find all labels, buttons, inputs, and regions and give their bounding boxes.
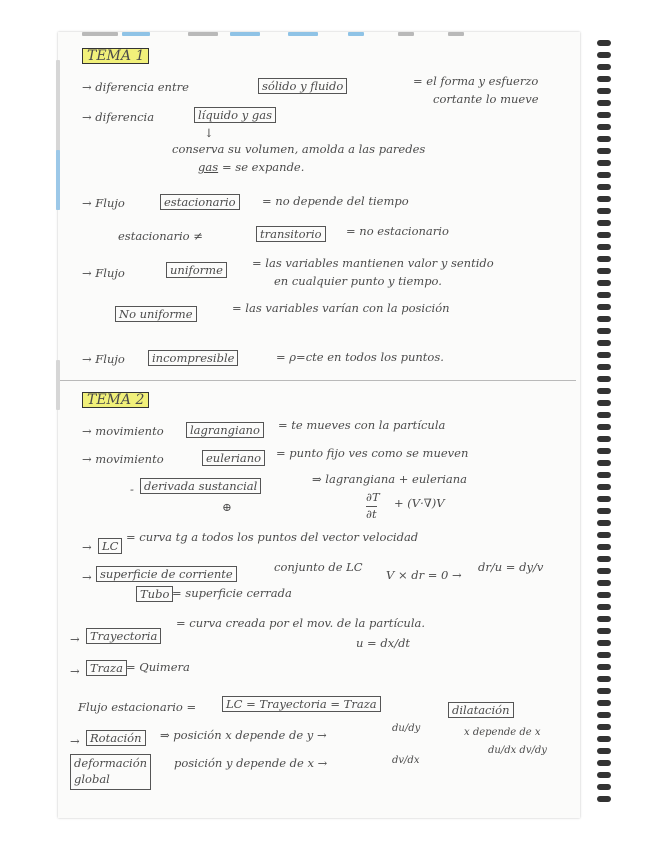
boxed-term: líquido y gas (194, 107, 276, 123)
boxed-term (70, 754, 151, 790)
spiral-ring (597, 340, 611, 346)
note-line: ⇒ lagrangiana + euleriana (312, 472, 468, 486)
arrow-down: ↓ (204, 126, 214, 140)
spiral-ring (597, 76, 611, 82)
note-line: V × dr = 0 → (386, 568, 462, 582)
spiral-ring (597, 748, 611, 754)
note-line: du/dy (392, 723, 421, 734)
spiral-ring (597, 532, 611, 538)
tema2-heading: TEMA 2 (82, 392, 149, 408)
note-line: → (70, 664, 80, 678)
tab-strip (122, 32, 150, 36)
note-line: conserva su volumen, amolda a las paredes (172, 142, 426, 156)
boxed-term: uniforme (166, 262, 227, 278)
spiral-ring (597, 136, 611, 142)
spiral-ring (597, 556, 611, 562)
spiral-ring (597, 628, 611, 634)
note-line: → movimiento (82, 452, 164, 466)
tab-strip (82, 32, 118, 36)
spiral-ring (597, 784, 611, 790)
spiral-ring (597, 268, 611, 274)
spiral-ring (597, 640, 611, 646)
note-line: → diferencia (82, 110, 155, 124)
spiral-binding (581, 40, 611, 810)
note-line: = curva tg a todos los puntos del vector velocidad (126, 530, 419, 544)
spiral-ring (597, 208, 611, 214)
spiral-ring (597, 40, 611, 46)
spiral-ring (597, 580, 611, 586)
spiral-ring (597, 712, 611, 718)
spiral-ring (597, 664, 611, 670)
spiral-ring (597, 508, 611, 514)
boxed-term: estacionario (160, 194, 240, 210)
spiral-ring (597, 400, 611, 406)
spiral-ring (597, 376, 611, 382)
note-line: ⇒ posición x depende de y → (160, 728, 327, 742)
spiral-ring (597, 592, 611, 598)
note-line: - (130, 482, 134, 496)
spiral-ring (597, 364, 611, 370)
boxed-term: euleriano (202, 450, 265, 466)
note-line: + (V·∇)V (394, 496, 445, 510)
note-line: → diferencia entre (82, 80, 189, 94)
boxed-term: superficie de corriente (96, 566, 237, 582)
note-line: = se expande. (222, 160, 305, 174)
note-line: = curva creada por el mov. de la partícula. (176, 616, 426, 630)
tab-strip (398, 32, 414, 36)
spiral-ring (597, 700, 611, 706)
note-line: deformación (74, 756, 148, 770)
spiral-ring (597, 760, 611, 766)
note-line: x depende de x (464, 727, 541, 738)
note-line: ⊕ (222, 500, 232, 514)
spiral-ring (597, 100, 611, 106)
note-line: u = dx/dt (356, 636, 411, 650)
spiral-ring (597, 448, 611, 454)
note-line: dv/dx (392, 755, 420, 766)
spiral-ring (597, 424, 611, 430)
spiral-ring (597, 52, 611, 58)
spiral-ring (597, 220, 611, 226)
spiral-ring (597, 772, 611, 778)
note-line: = Quimera (126, 660, 190, 674)
spiral-ring (597, 64, 611, 70)
note-line: = no estacionario (346, 224, 449, 238)
boxed-term: LC = Trayectoria = Traza (222, 696, 381, 712)
boxed-term: dilatación (448, 702, 514, 718)
note-line: = las variables mantienen valor y sentido (252, 256, 494, 270)
spiral-ring (597, 172, 611, 178)
spiral-ring (597, 688, 611, 694)
spiral-ring (597, 352, 611, 358)
note-line: → Flujo (82, 266, 125, 280)
note-line: = no depende del tiempo (262, 194, 409, 208)
note-line: → (70, 632, 80, 646)
spiral-ring (597, 292, 611, 298)
spiral-ring (597, 652, 611, 658)
side-tab (56, 360, 60, 410)
note-line: dr/u = dy/v (478, 560, 544, 574)
spiral-ring (597, 304, 611, 310)
note-line: = ρ=cte en todos los puntos. (276, 350, 444, 364)
spiral-ring (597, 460, 611, 466)
note-line: gas (198, 160, 219, 174)
spiral-ring (597, 316, 611, 322)
boxed-term: transitorio (256, 226, 326, 242)
note-line: = superficie cerrada (172, 586, 292, 600)
spiral-ring (597, 568, 611, 574)
spiral-ring (597, 724, 611, 730)
boxed-term: Traza (86, 660, 127, 676)
note-line: → Flujo (82, 352, 125, 366)
spiral-ring (597, 736, 611, 742)
tab-strip (288, 32, 318, 36)
boxed-term: No uniforme (115, 306, 197, 322)
note-line: global (74, 772, 110, 786)
side-tab (56, 150, 60, 210)
note-line: = punto fijo ves como se mueven (276, 446, 469, 460)
boxed-term: incompresible (148, 350, 238, 366)
spiral-ring (597, 232, 611, 238)
note-line: = te mueves con la partícula (278, 418, 446, 432)
spiral-ring (597, 484, 611, 490)
boxed-term: sólido y fluido (258, 78, 347, 94)
note-line: du/dx dv/dy (488, 745, 547, 756)
spiral-ring (597, 472, 611, 478)
note-line: → (82, 540, 92, 554)
boxed-term: LC (98, 538, 122, 554)
boxed-term: Trayectoria (86, 628, 161, 644)
tab-strip (348, 32, 364, 36)
note-line: en cualquier punto y tiempo. (274, 274, 442, 288)
boxed-term: derivada sustancial (140, 478, 261, 494)
spiral-ring (597, 676, 611, 682)
note-line: Flujo estacionario = (78, 700, 197, 714)
spiral-ring (597, 436, 611, 442)
spiral-ring (597, 328, 611, 334)
note-line: = el forma y esfuerzo (413, 74, 539, 88)
section-divider (60, 380, 576, 381)
spiral-ring (597, 88, 611, 94)
spiral-ring (597, 796, 611, 802)
spiral-ring (597, 616, 611, 622)
note-line: estacionario ≠ (118, 229, 203, 243)
note-line: posición y depende de x → (174, 756, 328, 770)
boxed-term: Tubo (136, 586, 173, 602)
spiral-ring (597, 520, 611, 526)
note-line: cortante lo mueve (433, 92, 539, 106)
spiral-ring (597, 388, 611, 394)
spiral-ring (597, 256, 611, 262)
spiral-ring (597, 280, 611, 286)
spiral-ring (597, 184, 611, 190)
spiral-ring (597, 244, 611, 250)
spiral-ring (597, 544, 611, 550)
note-line: = las variables varían con la posición (232, 301, 450, 315)
spiral-ring (597, 496, 611, 502)
color-tabs (58, 32, 580, 38)
note-line: → (70, 734, 80, 748)
tema1-heading: TEMA 1 (82, 48, 149, 64)
note-line: ∂t (366, 507, 377, 521)
note-line: ∂T (366, 490, 380, 504)
spiral-ring (597, 160, 611, 166)
note-line: → (82, 570, 92, 584)
spiral-ring (597, 604, 611, 610)
boxed-term: lagrangiano (186, 422, 264, 438)
spiral-ring (597, 196, 611, 202)
tab-strip (188, 32, 218, 36)
tab-strip (230, 32, 260, 36)
note-line: → Flujo (82, 196, 125, 210)
note-line: → movimiento (82, 424, 164, 438)
spiral-ring (597, 412, 611, 418)
boxed-term: Rotación (86, 730, 146, 746)
spiral-ring (597, 148, 611, 154)
spiral-ring (597, 112, 611, 118)
note-line: conjunto de LC (274, 560, 363, 574)
spiral-ring (597, 124, 611, 130)
tab-strip (448, 32, 464, 36)
